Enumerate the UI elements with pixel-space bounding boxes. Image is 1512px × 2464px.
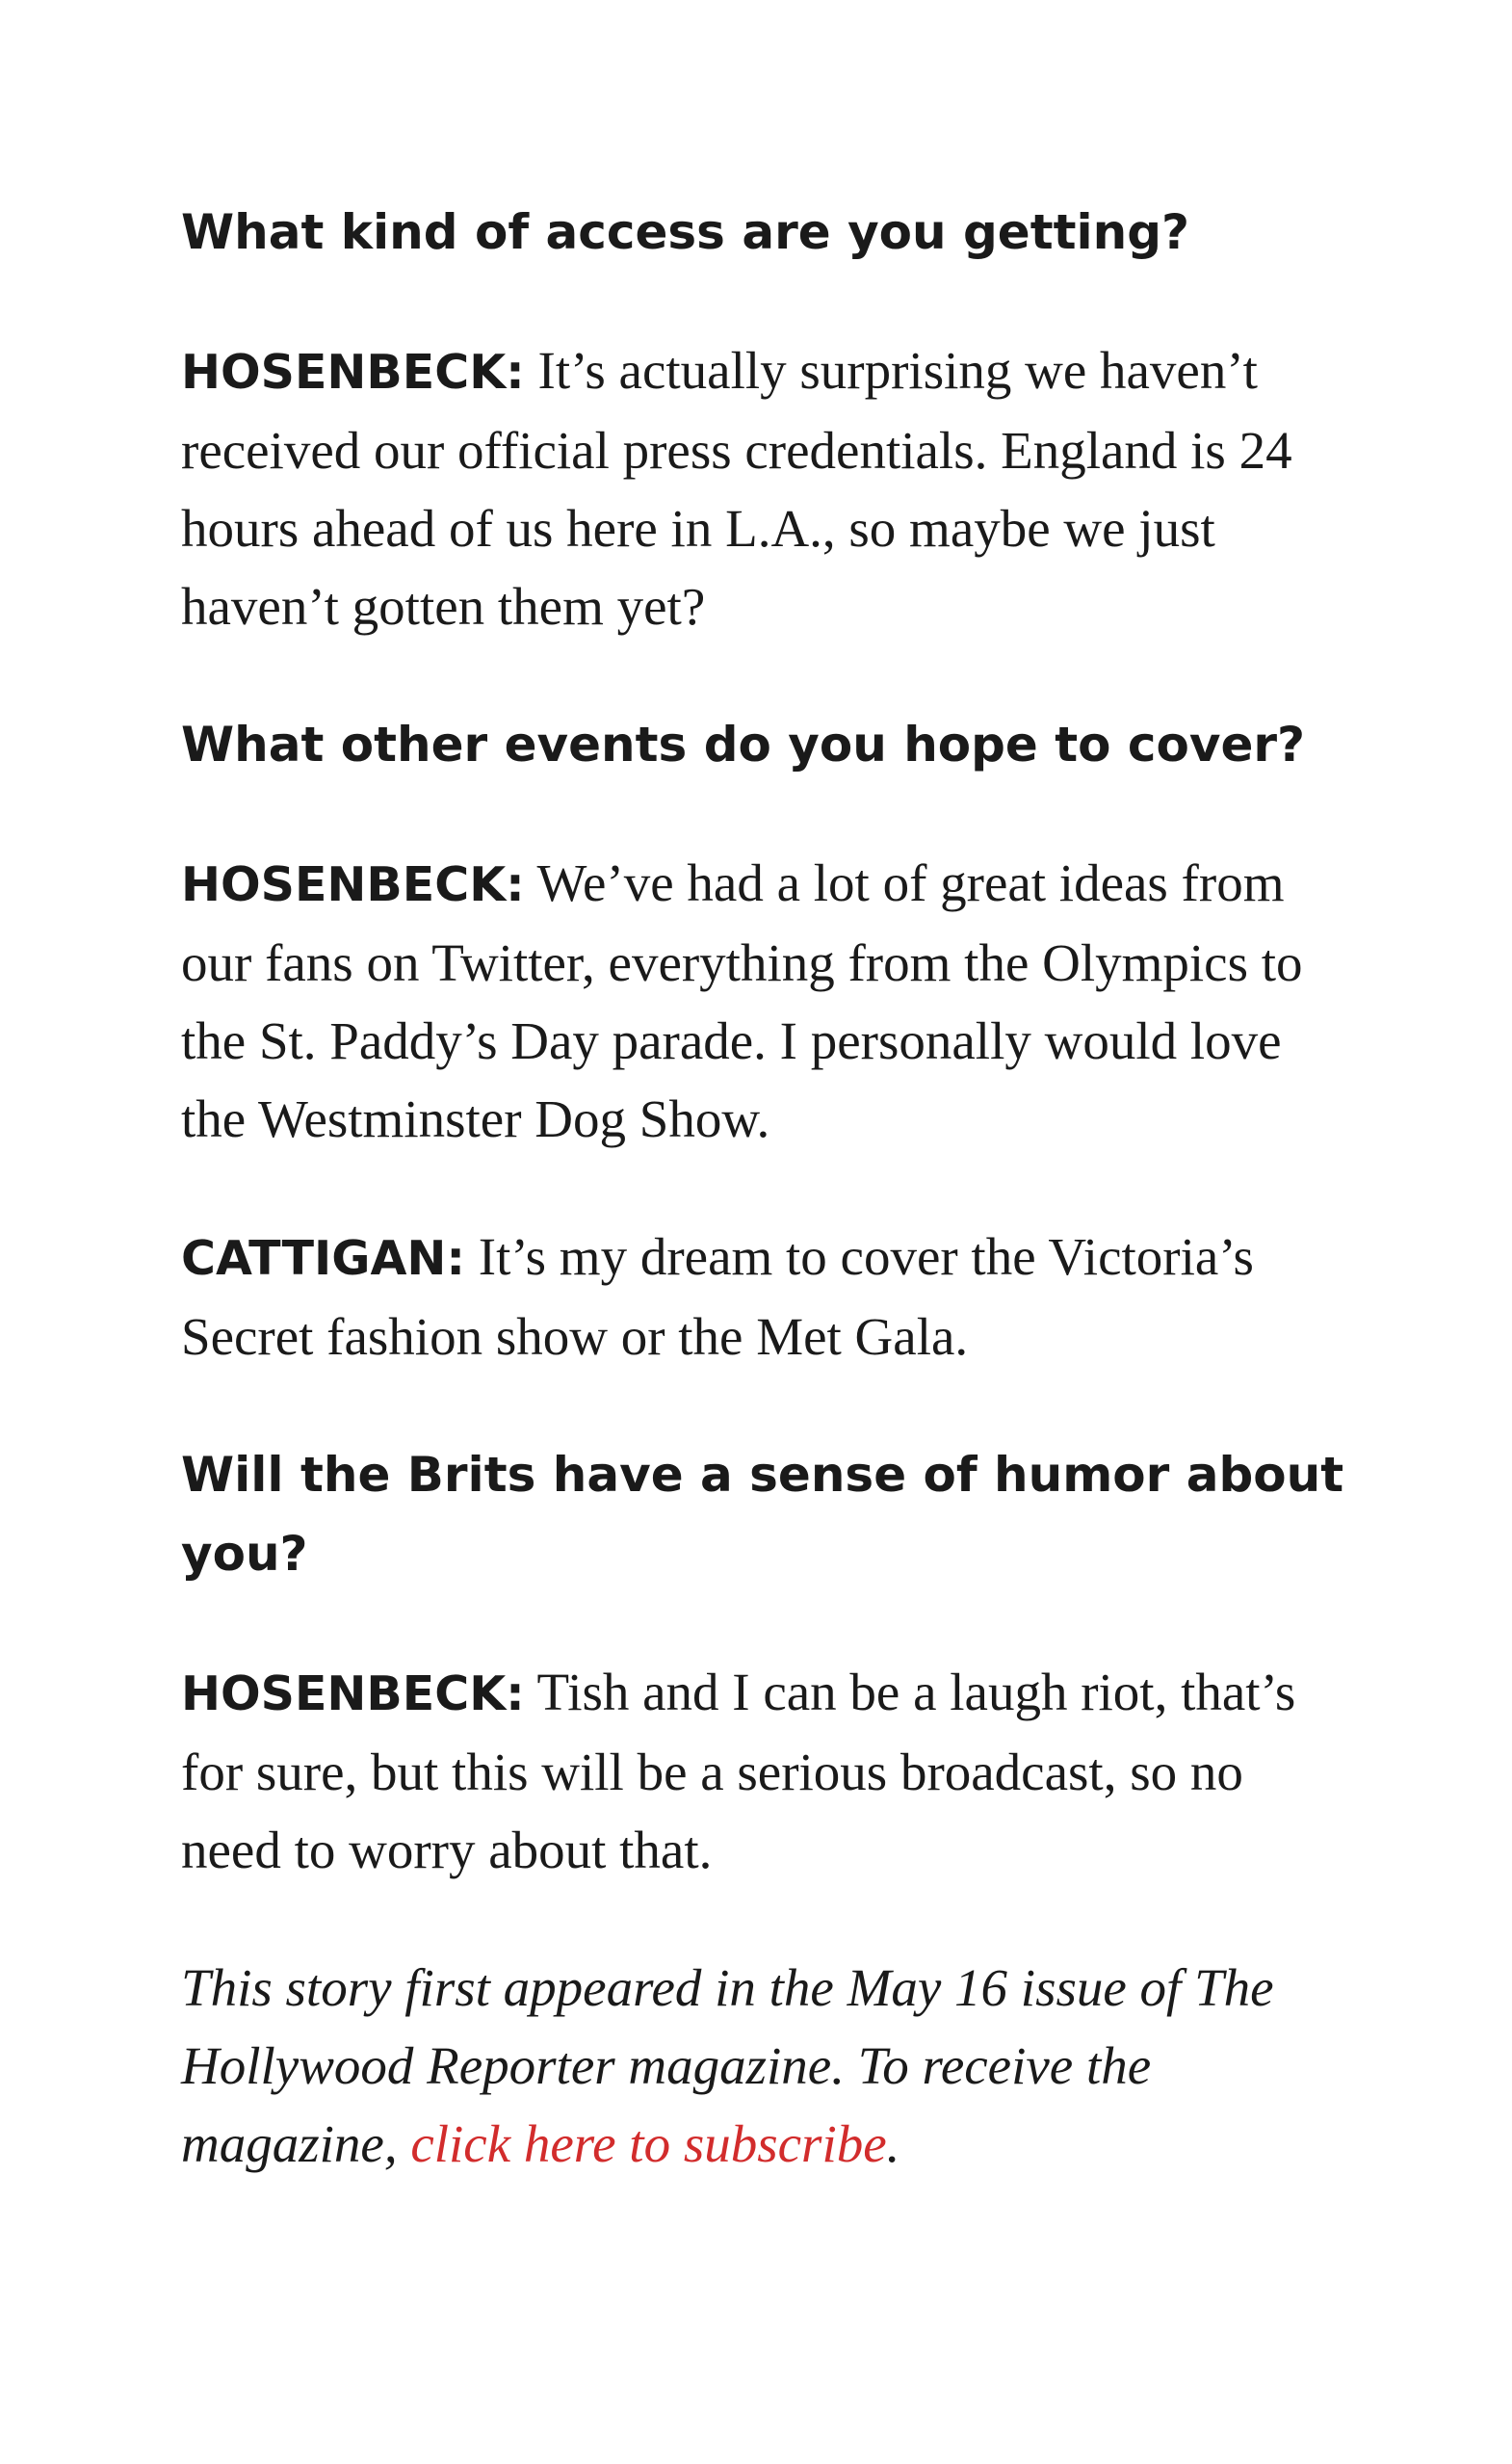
publication-note-text: This story first appeared in the May 16 issue of The Hollywood Reporter magazine. To receive the magazine, <box>181 1958 1274 2173</box>
speaker-name: HOSENBECK: <box>181 1666 525 1721</box>
question-heading: What other events do you hope to cover? <box>181 717 1306 773</box>
publication-note-end: . <box>886 2114 900 2173</box>
question-heading: What kind of access are you getting? <box>181 204 1190 260</box>
answer-text: Tish and I can be a laugh riot, that’s for sure, but this will be a serious broadcast, so no need to worry about that. <box>181 1663 1296 1879</box>
speaker-name: HOSENBECK: <box>181 857 525 912</box>
answer-paragraph <box>181 844 1346 1158</box>
speaker-name: CATTIGAN: <box>181 1231 466 1286</box>
publication-note <box>181 1949 1346 2183</box>
answer-text: It’s my dream to cover the Victoria’s Secret fashion show or the Met Gala. <box>181 1227 1254 1366</box>
answer-paragraph <box>181 1653 1346 1889</box>
answer-text: It’s actually surprising we haven’t received our official press credentials. England is 24 hours ahead of us here in L.A., so maybe we just haven’t gotten them yet? <box>181 341 1292 636</box>
answer-paragraph <box>181 331 1346 645</box>
article-body <box>181 193 1346 2183</box>
speaker-name: HOSENBECK: <box>181 345 525 400</box>
answer-text: We’ve had a lot of great ideas from our fans on Twitter, everything from the Olympics to the St. Paddy’s Day parade. I personally would love the Westminster Dog Show. <box>181 853 1303 1148</box>
answer-paragraph <box>181 1218 1346 1376</box>
subscribe-link[interactable]: click here to subscribe <box>410 2114 887 2173</box>
question-heading: Will the Brits have a sense of humor about you? <box>181 1447 1344 1582</box>
